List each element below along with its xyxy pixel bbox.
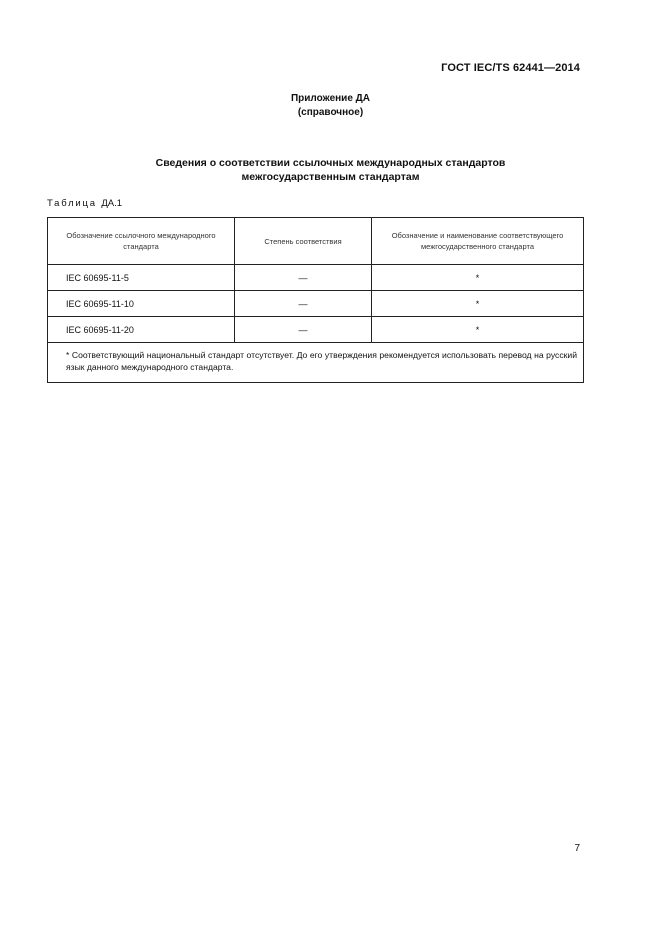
- table-caption-number: ДА.1: [101, 198, 123, 209]
- annex-heading: [0, 92, 661, 120]
- page-number: 7: [574, 843, 580, 854]
- table-row: [48, 265, 584, 291]
- header-international-standard: Обозначение ссылочного международного стандарта: [48, 218, 235, 265]
- cell-degree: —: [235, 291, 372, 317]
- table-row: [48, 317, 584, 343]
- header-degree-of-correspondence: Степень соответствия: [235, 218, 372, 265]
- table-footnote: * Соответствующий национальный стандарт отсутствует. До его утверждения рекомендуется использовать перевод на русский язык данного международного стандарта.: [48, 343, 584, 383]
- table-footnote-row: [48, 343, 584, 383]
- cell-interstate-standard: *: [372, 317, 584, 343]
- cell-international-standard: IEC 60695-11-20: [48, 317, 235, 343]
- table-caption-label: Таблица: [47, 198, 97, 209]
- table-header-row: [48, 218, 584, 265]
- cell-international-standard: IEC 60695-11-5: [48, 265, 235, 291]
- annex-title: Приложение ДА: [290, 93, 371, 104]
- table-caption: [47, 198, 122, 209]
- section-title-line2: межгосударственным стандартам: [241, 171, 420, 183]
- cell-interstate-standard: *: [372, 265, 584, 291]
- section-title: [0, 156, 661, 184]
- table-row: [48, 291, 584, 317]
- header-interstate-standard: Обозначение и наименование соответствующего межгосударственного стандарта: [372, 218, 584, 265]
- standards-correspondence-table: [47, 217, 584, 383]
- document-code: ГОСТ IEC/TS 62441—2014: [441, 62, 580, 74]
- cell-degree: —: [235, 265, 372, 291]
- section-title-line1: Сведения о соответствии ссылочных международных стандартов: [155, 157, 506, 169]
- cell-interstate-standard: *: [372, 291, 584, 317]
- cell-degree: —: [235, 317, 372, 343]
- annex-subtitle: (справочное): [297, 107, 364, 118]
- cell-international-standard: IEC 60695-11-10: [48, 291, 235, 317]
